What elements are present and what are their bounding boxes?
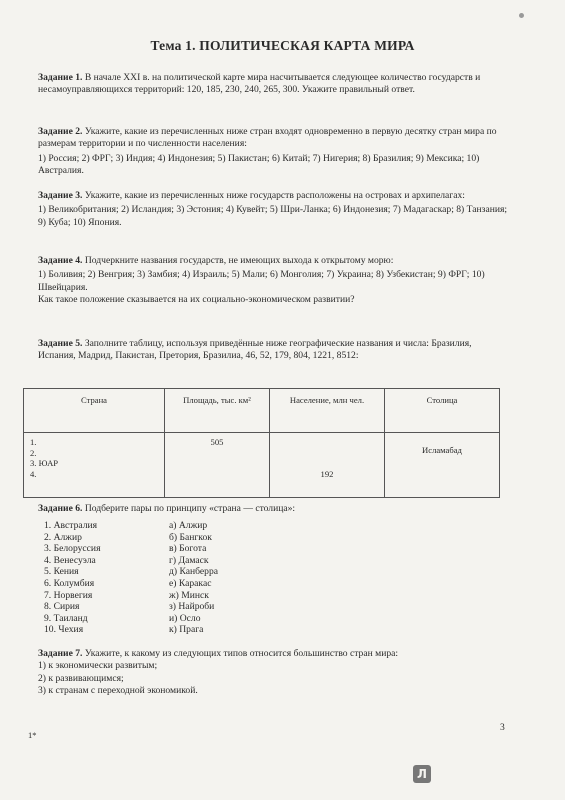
capital-value: Исламабад — [422, 445, 462, 455]
task-2-options: 1) Россия; 2) ФРГ; 3) Индия; 4) Индонезия; 5) Пакистан; 6) Китай; 7) Нигерия; 8) Бразилия; 9) Мексика; 10) Австралия. — [38, 152, 480, 177]
list-item — [44, 578, 289, 590]
task-6 — [38, 503, 508, 515]
table-row — [24, 433, 500, 498]
capital-item: ж) Минск — [169, 589, 209, 601]
capital-item: б) Бангкок — [169, 531, 212, 543]
country-item: 8. Сирия — [44, 601, 80, 613]
country-item: 5. Кения — [44, 566, 79, 578]
table-header-row — [24, 389, 500, 433]
task-7 — [38, 648, 508, 698]
task-5-label: Задание 5. — [38, 338, 83, 349]
capital-item: е) Каракас — [169, 577, 212, 589]
task-1 — [38, 72, 508, 97]
task-3-text: Укажите, какие из перечисленных ниже государств расположены на островах и архипелагах: — [84, 190, 465, 201]
task-4 — [38, 255, 508, 307]
capital-item: г) Дамаск — [169, 554, 209, 566]
col-population-header: Население, млн чел. — [270, 389, 385, 433]
task-3 — [38, 190, 508, 229]
country-row-4: 4. — [30, 468, 37, 479]
task-5-table — [23, 388, 500, 498]
country-item: 9. Таиланд — [44, 612, 88, 624]
capital-item: з) Найроби — [169, 601, 215, 613]
capital-item: к) Прага — [169, 624, 204, 636]
population-cell[interactable] — [270, 433, 385, 498]
capital-item: д) Канберра — [169, 566, 219, 578]
list-item — [44, 566, 289, 578]
list-item — [44, 590, 289, 602]
task-7-option-2: 2) к развивающимся; — [38, 672, 124, 684]
task-1-text: В начале XXI в. на политической карте мира насчитывается следующее количество государств и несамоуправляющихся территорий: 120, 185, 230, 240, 265, 300. Укажите правильный ответ. — [38, 72, 481, 96]
list-item — [44, 601, 289, 613]
task-6-text: Подберите пары по принципу «страна — столица»: — [84, 503, 296, 514]
country-item: 6. Колумбия — [44, 577, 95, 589]
list-item — [44, 624, 289, 636]
task-3-options: 1) Великобритания; 2) Исландия; 3) Эстония; 4) Кувейт; 5) Шри-Ланка; 6) Индонезия; 7) Мадагаскар; 8) Танзания; 9) Куба; 10) Япония. — [38, 204, 508, 228]
country-row-1: 1. — [30, 437, 37, 447]
col-area-header: Площадь, тыс. км² — [165, 389, 270, 433]
capital-item: в) Богота — [169, 543, 207, 555]
task-6-label: Задание 6. — [38, 503, 83, 514]
capital-item: и) Осло — [169, 612, 201, 624]
country-item: 3. Белоруссия — [44, 543, 101, 555]
task-5-text: Заполните таблицу, используя приведённые ниже географические названия и числа: Бразилия, Испания, Мадрид, Пакистан, Претория, Бразилиа, 46, 52, 179, 804, 1221, 8512: — [38, 338, 472, 362]
task-4-text: Подчеркните названия государств, не имеющих выхода к открытому морю: — [84, 255, 394, 266]
task-7-label: Задание 7. — [38, 648, 83, 659]
publisher-logo-icon: Л — [413, 765, 431, 783]
capital-item: а) Алжир — [169, 520, 208, 531]
country-item: 7. Норвегия — [44, 589, 93, 601]
task-4-question: Как такое положение сказывается на их социально-экономическом развитии? — [38, 294, 355, 306]
country-item: 1. Австралия — [44, 520, 98, 531]
list-item — [44, 543, 289, 555]
task-4-options: 1) Боливия; 2) Венгрия; 3) Замбия; 4) Израиль; 5) Мали; 6) Монголия; 7) Украина; 8) Узбекистан; 9) ФРГ; 10) Швейцария. — [38, 269, 485, 293]
col-country-header: Страна — [24, 389, 165, 433]
task-2 — [38, 126, 508, 178]
list-item — [44, 520, 289, 532]
page-title: Тема 1. ПОЛИТИЧЕСКАЯ КАРТА МИРА — [150, 38, 415, 53]
area-cell[interactable] — [165, 433, 270, 498]
task-1-label: Задание 1. — [38, 72, 83, 83]
task-7-option-3: 3) к странам с переходной экономикой. — [38, 685, 198, 697]
country-item: 10. Чехия — [44, 624, 84, 636]
task-7-text: Укажите, к какому из следующих типов относится большинство стран мира: — [84, 648, 399, 659]
task-3-label: Задание 3. — [38, 190, 83, 201]
page-mark — [519, 13, 524, 18]
country-row-3: 3. ЮАР — [30, 458, 59, 468]
list-item — [44, 532, 289, 544]
task-6-pairs — [44, 520, 289, 636]
country-item: 4. Венесуэла — [44, 554, 96, 566]
country-item: 2. Алжир — [44, 531, 82, 543]
capital-cell[interactable] — [385, 433, 500, 498]
task-2-label: Задание 2. — [38, 126, 83, 137]
task-2-text: Укажите, какие из перечисленных ниже стран входят одновременно в первую десятку стран мира по размерам территории и по численности населения: — [38, 126, 497, 150]
task-4-label: Задание 4. — [38, 255, 83, 266]
page-number: 3 — [500, 722, 505, 733]
list-item — [44, 613, 289, 625]
country-row-2: 2. — [30, 447, 37, 458]
col-capital-header: Столица — [385, 389, 500, 433]
list-item — [44, 555, 289, 567]
task-5 — [38, 338, 508, 363]
area-value: 505 — [210, 437, 224, 447]
signature-mark: 1* — [28, 730, 37, 740]
population-value: 192 — [320, 469, 334, 479]
task-7-option-1: 1) к экономически развитым; — [38, 660, 158, 672]
country-cell[interactable] — [24, 433, 165, 498]
